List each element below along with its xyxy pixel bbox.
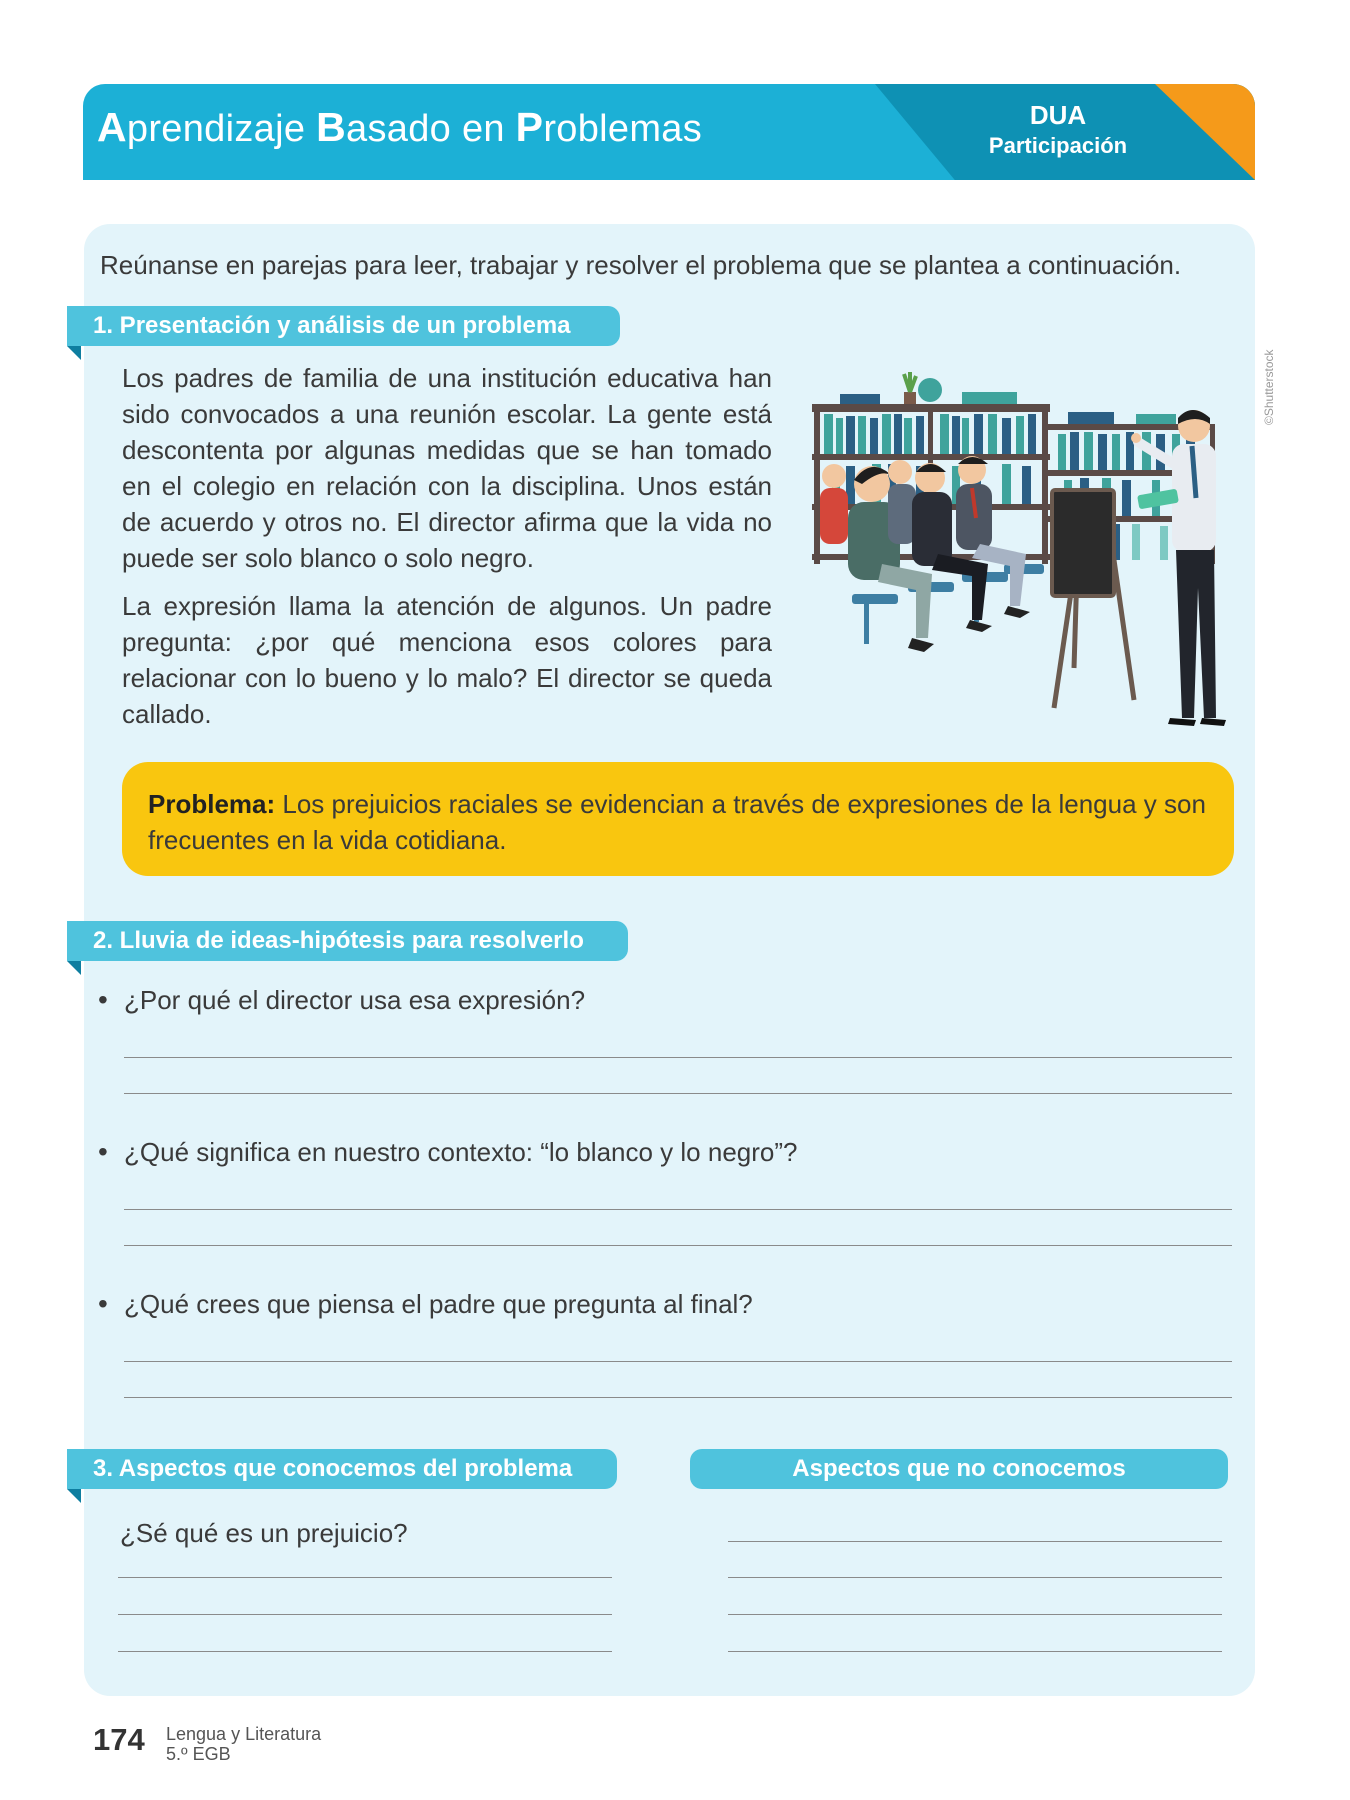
answer-line[interactable]	[124, 1397, 1232, 1398]
page-title: Aprendizaje Basado en Problemas	[97, 104, 703, 150]
bullet-icon: •	[98, 1136, 108, 1167]
problem-label: Problema:	[148, 789, 276, 819]
intro-instruction: Reúnanse en parejas para leer, trabajar y resolver el problema que se plantea a continuación.	[100, 250, 1182, 280]
answer-line[interactable]	[118, 1651, 612, 1652]
image-credit: ©Shutterstock	[1262, 349, 1276, 425]
easel-board-icon	[1052, 490, 1134, 708]
meeting-illustration	[812, 368, 1232, 730]
problem-statement-box	[122, 762, 1234, 876]
answer-line[interactable]	[728, 1614, 1222, 1615]
answer-line[interactable]	[124, 1209, 1232, 1210]
answer-line[interactable]	[728, 1577, 1222, 1578]
question-2: • ¿Qué significa en nuestro contexto: “lo blanco y lo negro”?	[98, 1136, 798, 1167]
answer-line[interactable]	[728, 1541, 1222, 1542]
section-1-heading: 1. Presentación y análisis de un problema	[67, 306, 620, 346]
dua-label: DUA	[1029, 100, 1087, 130]
subject-name: Lengua y Literatura	[166, 1724, 322, 1744]
header-banner	[83, 84, 1255, 180]
answer-line[interactable]	[124, 1057, 1232, 1058]
answer-line[interactable]	[118, 1577, 612, 1578]
answer-line[interactable]	[124, 1245, 1232, 1246]
section-3-heading: 3. Aspectos que conocemos del problema	[67, 1449, 617, 1489]
dua-subtitle: Participación	[988, 133, 1128, 159]
answer-line[interactable]	[118, 1614, 612, 1615]
answer-line[interactable]	[124, 1093, 1232, 1094]
story-paragraph-1: Los padres de familia de una institución educativa han sido convocados a una reunión escolar. La gente está descontenta por algunas medidas que se han tomado en el colegio en relación con la disciplina. Unos están de acuerdo y otros no. El director afirma que la vida no puede ser solo blanco o solo negro.	[122, 363, 772, 573]
known-aspect-question: ¿Sé qué es un prejuicio?	[120, 1518, 408, 1548]
story-paragraph-2: La expresión llama la atención de algunos. Un padre pregunta: ¿por qué menciona esos colores para relacionar con lo bueno y lo malo? El director se queda callado.	[122, 591, 772, 729]
bullet-icon: •	[98, 984, 108, 1015]
question-1: • ¿Por qué el director usa esa expresión?	[98, 984, 586, 1015]
unknown-aspects-heading: Aspectos que no conocemos	[690, 1449, 1228, 1489]
section-2-heading: 2. Lluvia de ideas-hipótesis para resolverlo	[67, 921, 628, 961]
answer-line[interactable]	[124, 1361, 1232, 1362]
grade-label: 5.º EGB	[166, 1744, 231, 1764]
question-3: • ¿Qué crees que piensa el padre que pregunta al final?	[98, 1288, 753, 1319]
bullet-icon: •	[98, 1288, 108, 1319]
problem-text: Los prejuicios raciales se evidencian a través de expresiones de la lengua y son frecuentes en la vida cotidiana.	[148, 789, 1206, 855]
footer-subject	[166, 1724, 321, 1764]
dua-badge	[968, 102, 1148, 157]
answer-line[interactable]	[728, 1651, 1222, 1652]
page-number: 174	[93, 1722, 145, 1757]
